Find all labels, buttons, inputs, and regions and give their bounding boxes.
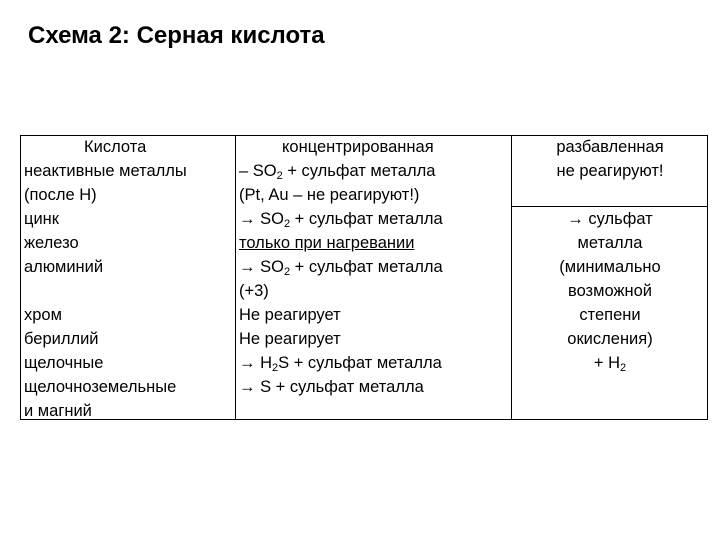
metal-chromium: хром [24, 306, 62, 324]
metal-inactive: неактивные металлы [24, 162, 187, 180]
metal-iron: железо [24, 234, 79, 252]
dilute-result-line-5: степени [579, 306, 641, 324]
dilute-result-line-4: возможной [567, 282, 652, 300]
conc-aluminium: → $SO_2$ + сульфат металла [239, 258, 443, 278]
dilute-result-line-7: + $H_2$ [593, 354, 627, 374]
dilute-no-reaction: не реагируют! [556, 162, 664, 180]
dilute-result-line-3: (минимально [559, 258, 661, 276]
metal-alkaline-earth: щелочноземельные [24, 378, 177, 396]
dilute-result-line-1: → сульфат [567, 210, 653, 228]
metal-magnesium: и магний [24, 402, 92, 420]
header-dilute: разбавленная [556, 138, 664, 156]
arrow-icon: → [239, 354, 256, 372]
conc-zinc: → $SO_2$ + сульфат металла [239, 210, 443, 230]
conc-inactive-note: (Pt, Au – не реагируют!) [239, 186, 420, 204]
conc-inactive: – $SO_2$ + сульфат металла [239, 162, 436, 182]
conc-alkali: → $H_2S$ + сульфат металла [239, 354, 442, 374]
header-acid: Кислота [84, 138, 147, 156]
page-title: Схема 2: Серная кислота [28, 22, 325, 49]
metal-inactive-note: (после Н) [24, 186, 97, 204]
metal-zinc: цинк [24, 210, 59, 228]
arrow-icon: → [239, 258, 256, 276]
metal-alkali: щелочные [24, 354, 104, 372]
header-concentrated: концентрированная [282, 138, 434, 156]
dilute-result-line-6: окисления) [567, 330, 653, 348]
sulfuric-acid-table [20, 135, 708, 420]
metal-aluminium: алюминий [24, 258, 104, 276]
metal-beryllium: бериллий [24, 330, 99, 348]
conc-aluminium-oxidation: (+3) [239, 282, 269, 300]
conc-alkaline-earth: → S + сульфат металла [239, 378, 424, 396]
arrow-icon: → [567, 210, 584, 228]
arrow-icon: → [239, 210, 256, 228]
conc-beryllium: Не реагирует [239, 330, 341, 348]
conc-iron: только при нагревании [239, 234, 415, 252]
arrow-icon: → [239, 378, 256, 396]
dilute-result-line-2: металла [577, 234, 643, 252]
conc-chromium: Не реагирует [239, 306, 341, 324]
